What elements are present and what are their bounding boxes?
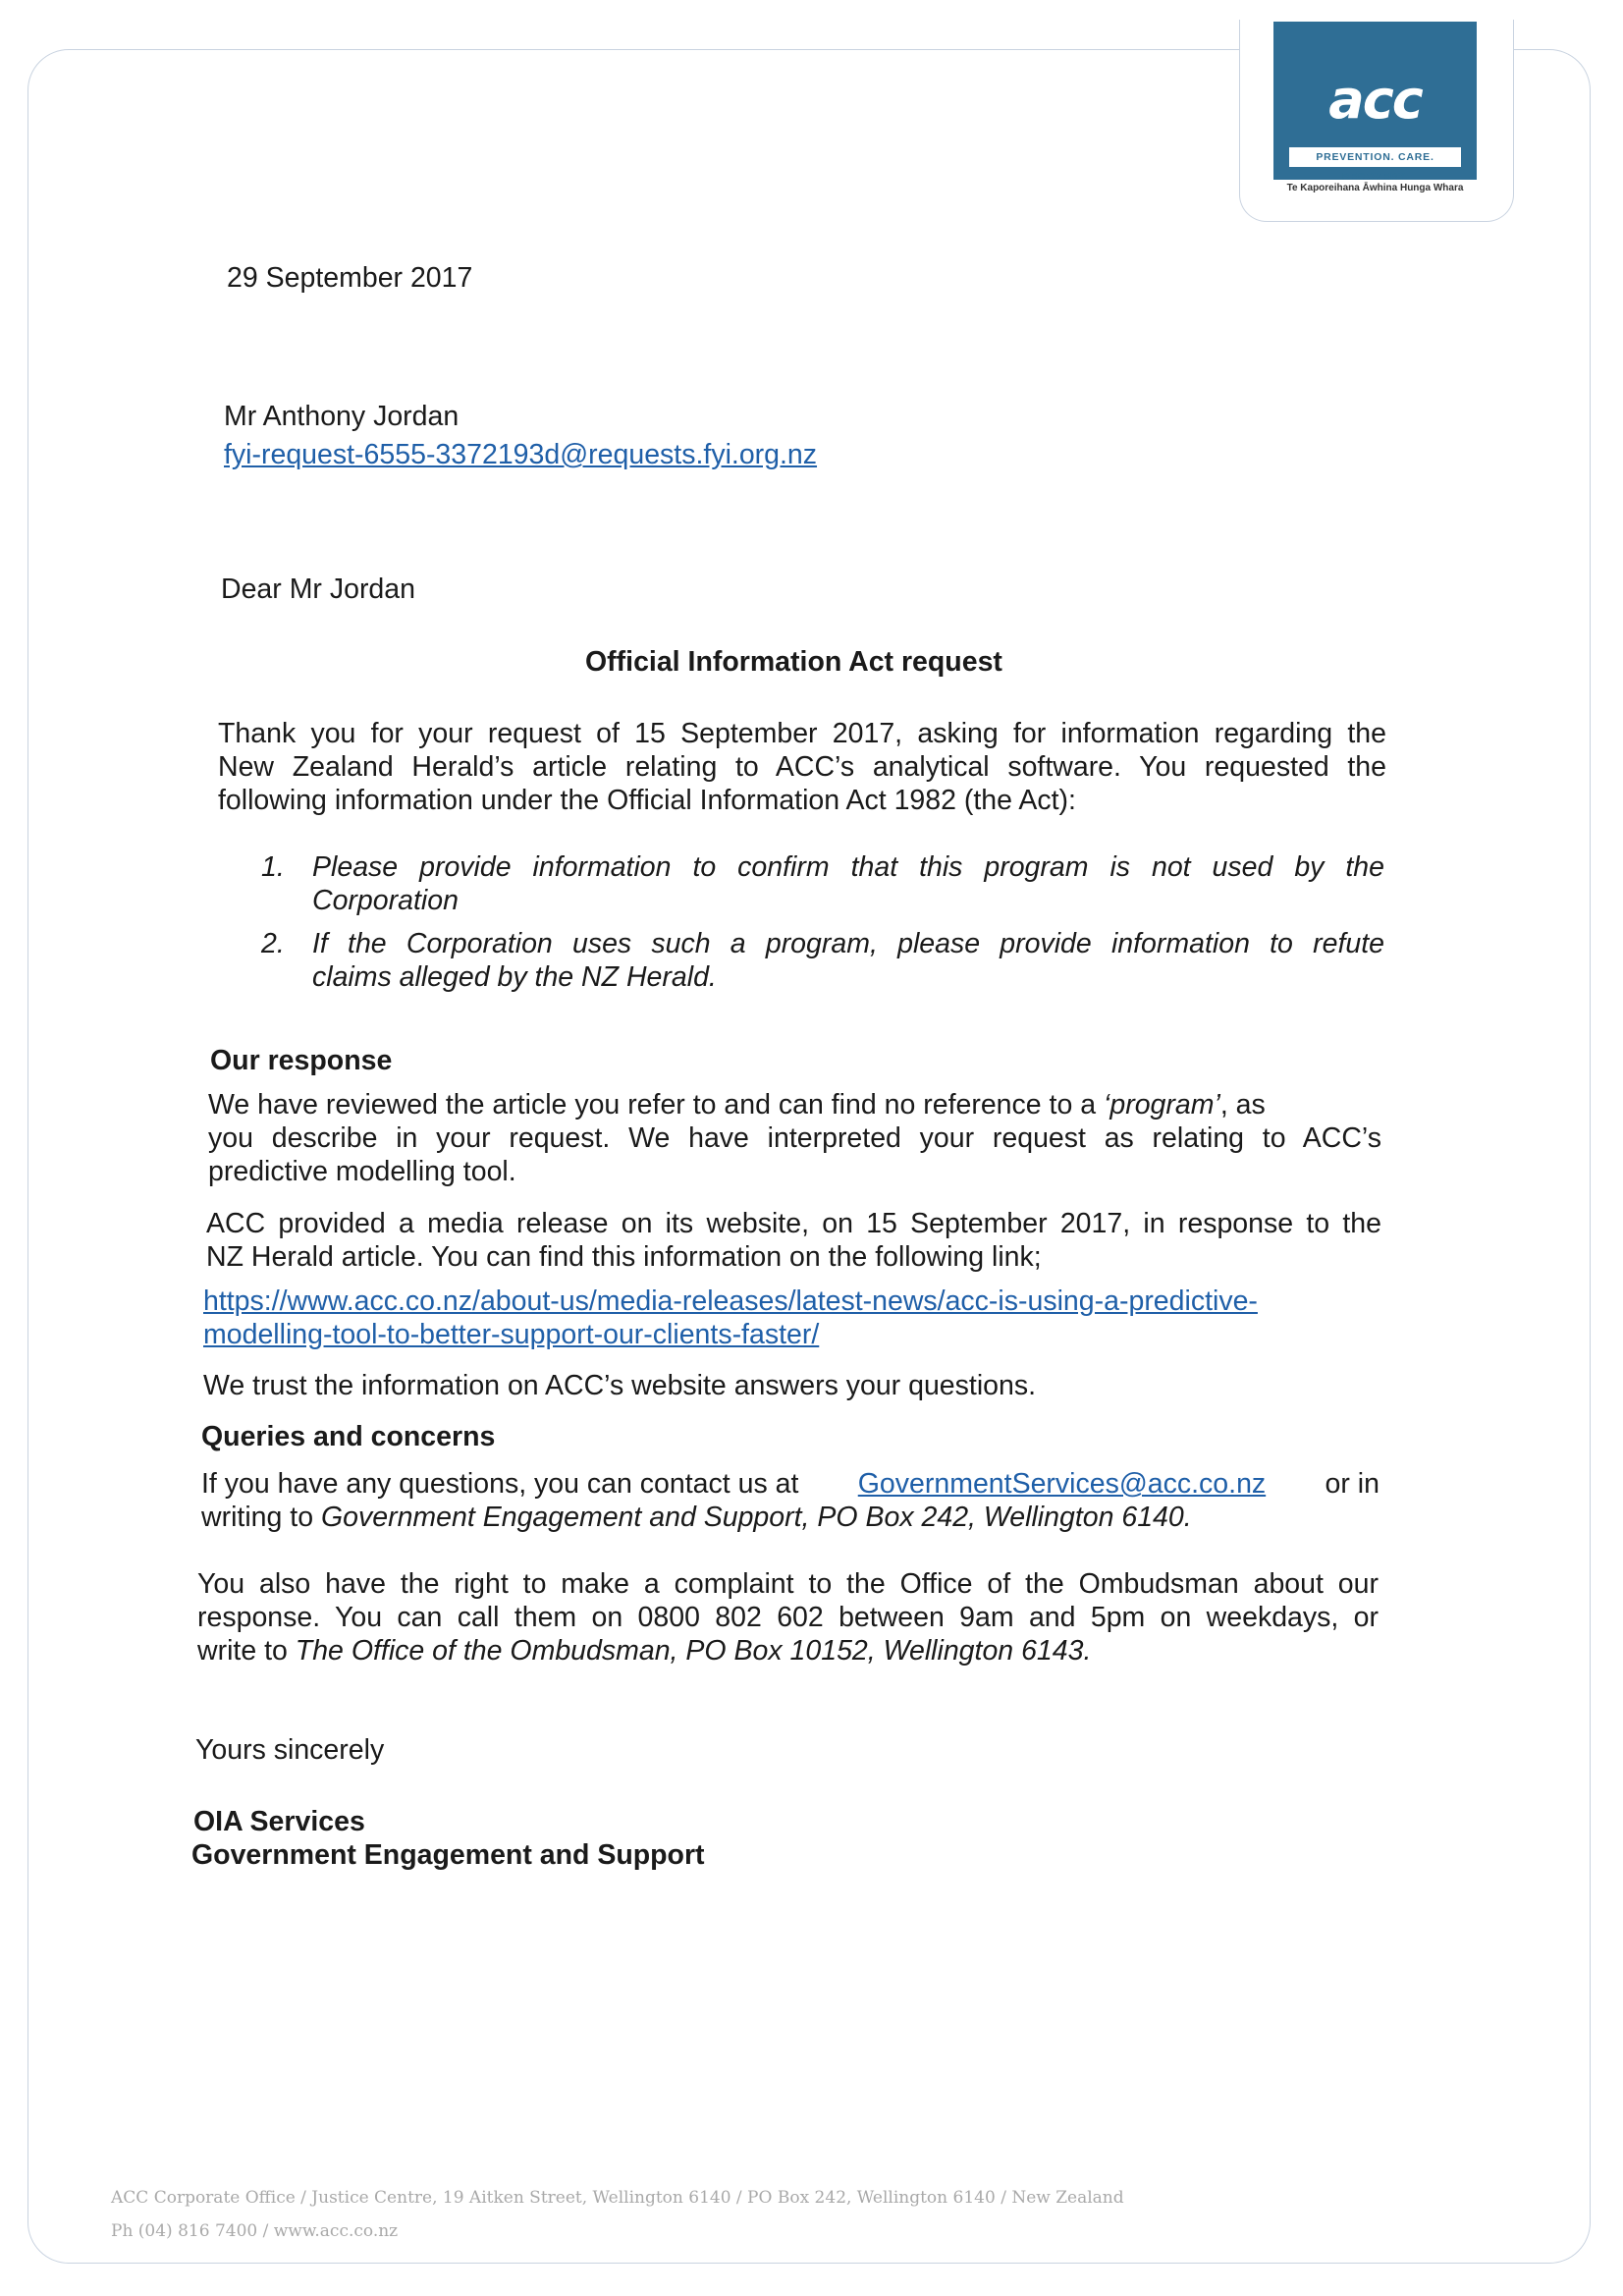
request-2-line-2: claims alleged by the NZ Herald. xyxy=(312,961,717,993)
salutation: Dear Mr Jordan xyxy=(221,574,415,605)
queries-p2-line-1: You also have the right to make a complaint to the Office of the Ombudsman about our xyxy=(197,1568,1379,1600)
letter-date: 29 September 2017 xyxy=(227,262,473,294)
request-1-line-2: Corporation xyxy=(312,885,459,916)
queries-p1-text: If you have any questions, you can contact us at xyxy=(201,1468,799,1500)
intro-line-1: Thank you for your request of 15 September 2017, asking for information regarding the xyxy=(218,718,1386,749)
footer-address: ACC Corporate Office / Justice Centre, 19 Aitken Street, Wellington 6140 / PO Box 242, Wellington 6140 / New Zealand xyxy=(111,2188,1124,2208)
logo-maori-name: Te Kaporeihana Āwhina Hunga Whara xyxy=(1286,183,1464,193)
government-services-email-link[interactable]: GovernmentServices@acc.co.nz xyxy=(857,1468,1267,1500)
response-heading: Our response xyxy=(210,1045,393,1076)
response-p1-text-end: , as xyxy=(1219,1089,1266,1121)
logo-tagline: PREVENTION. CARE. RECOVERY. xyxy=(1289,147,1461,167)
ombudsman-address: The Office of the Ombudsman, PO Box 10152, Wellington 6143. xyxy=(295,1635,1092,1667)
request-number-1: 1. xyxy=(261,851,285,883)
queries-p2-line-3 xyxy=(197,1634,1091,1667)
signature-department: Government Engagement and Support xyxy=(191,1839,705,1871)
request-2-line-1: If the Corporation uses such a program, please provide information to refute xyxy=(312,928,1384,959)
media-release-link-line-2[interactable]: modelling-tool-to-better-support-our-clients-faster/ xyxy=(203,1319,820,1350)
recipient-name: Mr Anthony Jordan xyxy=(224,401,460,432)
queries-postal-address: Government Engagement and Support, PO Box 242, Wellington 6140. xyxy=(320,1502,1192,1533)
media-release-link-line-1[interactable]: https://www.acc.co.nz/about-us/media-releases/latest-news/acc-is-using-a-predictive- xyxy=(203,1285,1258,1317)
intro-line-3: following information under the Official Information Act 1982 (the Act): xyxy=(218,785,1076,816)
queries-heading: Queries and concerns xyxy=(201,1421,496,1452)
response-p1-line-3: predictive modelling tool. xyxy=(208,1156,516,1187)
signature-name: OIA Services xyxy=(193,1806,365,1837)
response-p2-line-2: NZ Herald article. You can find this information on the following link; xyxy=(206,1241,1042,1273)
response-p2-line-1: ACC provided a media release on its website, on 15 September 2017, in response to the xyxy=(206,1208,1381,1239)
queries-p1-text-end: or in xyxy=(1325,1468,1380,1500)
response-p1-text: We have reviewed the article you refer to and can find no reference to a xyxy=(208,1089,1097,1121)
acc-logo-mark: acc xyxy=(1328,69,1422,131)
response-p1-line-1 xyxy=(208,1088,1381,1121)
queries-p2-line-2: response. You can call them on 0800 802 602 between 9am and 5pm on weekdays, or xyxy=(197,1602,1379,1633)
queries-p2-line-3-text: write to xyxy=(197,1635,288,1667)
intro-line-2: New Zealand Herald’s article relating to ACC’s analytical software. You requested the xyxy=(218,751,1386,783)
response-p1-line-2: you describe in your request. We have interpreted your request as relating to ACC’s xyxy=(208,1122,1381,1154)
request-number-2: 2. xyxy=(261,928,285,959)
footer-contact: Ph (04) 816 7400 / www.acc.co.nz xyxy=(111,2221,399,2241)
queries-p1-line-2 xyxy=(201,1501,1192,1534)
queries-p1-line-2-text: writing to xyxy=(201,1502,314,1533)
subject-heading: Official Information Act request xyxy=(585,646,1002,678)
request-1-line-1: Please provide information to confirm that this program is not used by the xyxy=(312,851,1384,883)
recipient-email-link[interactable]: fyi-request-6555-3372193d@requests.fyi.org.nz xyxy=(224,439,818,470)
response-p3: We trust the information on ACC’s website answers your questions. xyxy=(203,1370,1037,1401)
closing: Yours sincerely xyxy=(195,1734,385,1766)
queries-p1-line-1 xyxy=(201,1467,1380,1501)
acc-logo xyxy=(1273,22,1477,183)
response-p1-quoted-term: ‘program’ xyxy=(1104,1089,1220,1121)
